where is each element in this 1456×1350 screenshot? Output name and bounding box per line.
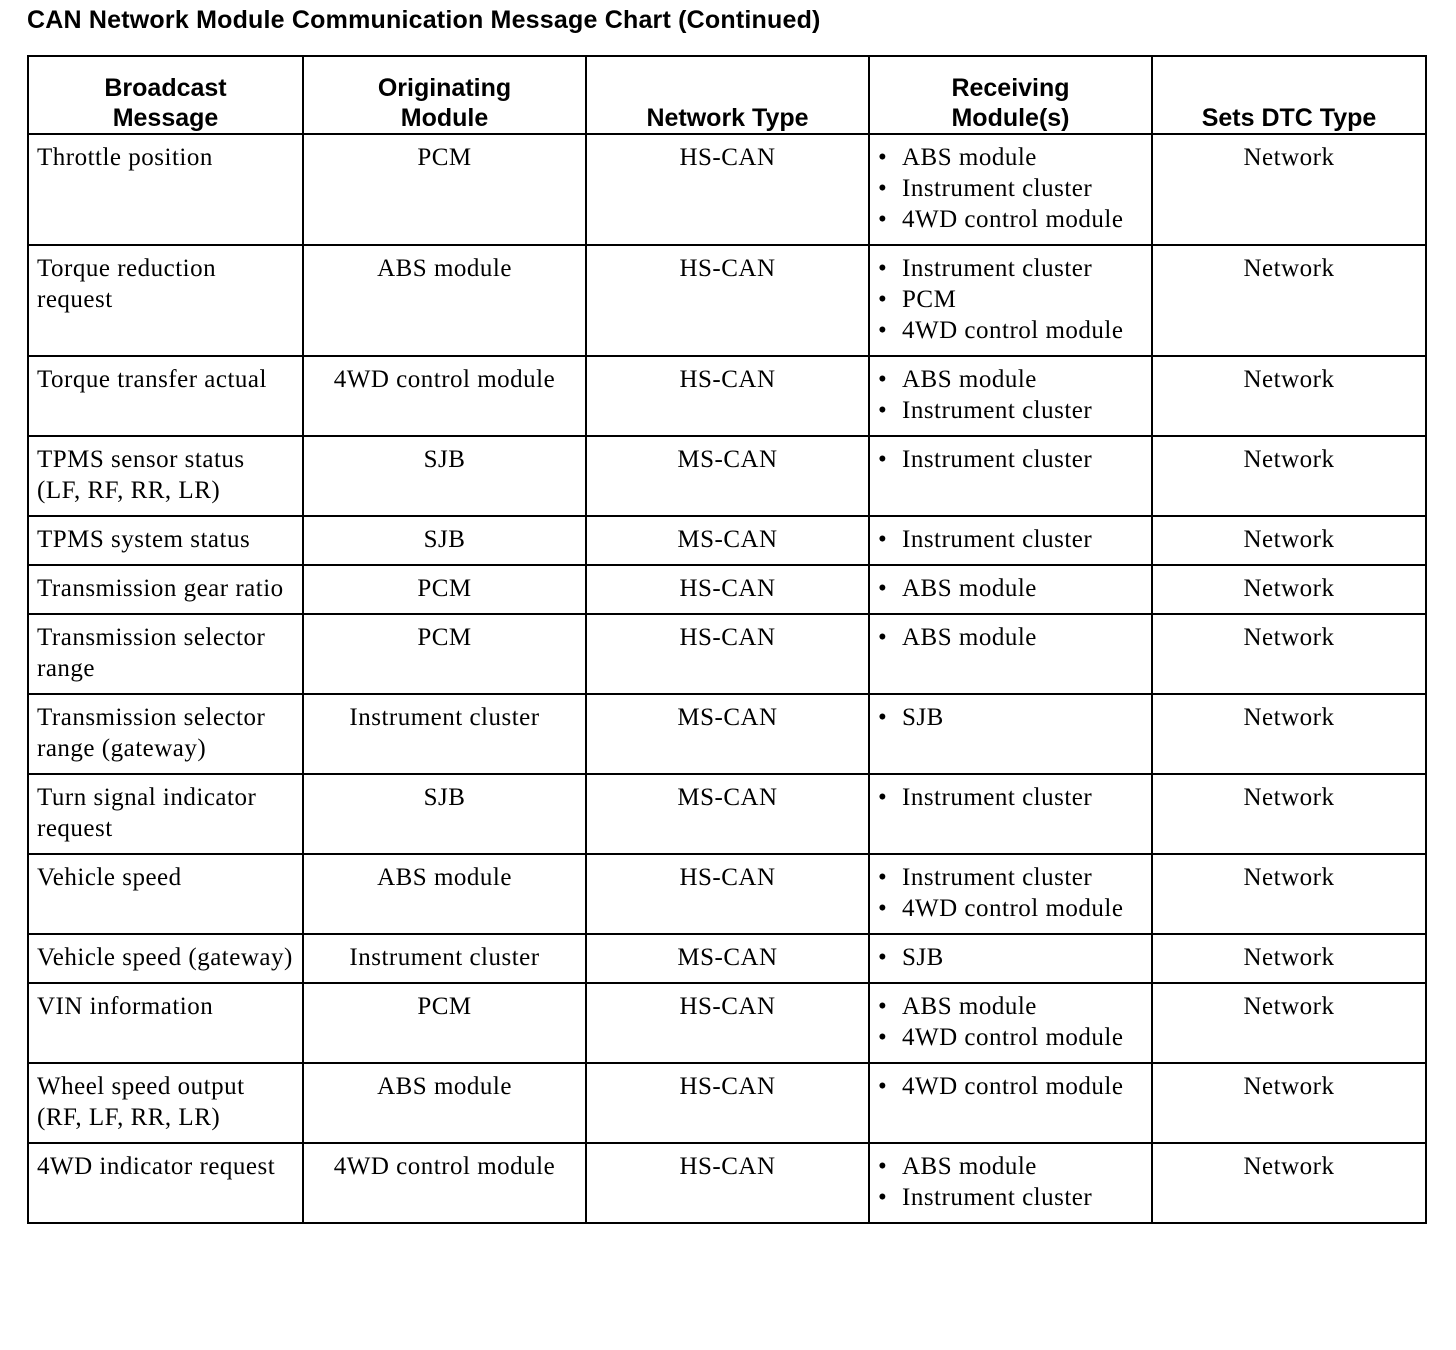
receiving-modules-list — [878, 444, 1143, 475]
table-row — [28, 934, 1426, 983]
receiving-modules-cell — [869, 516, 1152, 565]
network-type-cell: MS-CAN — [586, 694, 869, 774]
list-item: • Instrument cluster — [878, 444, 1143, 475]
list-item: • 4WD control module — [878, 1071, 1143, 1102]
header-sets-dtc-type: Sets DTC Type — [1152, 56, 1426, 134]
receiving-modules-list — [878, 142, 1143, 235]
list-item: • ABS module — [878, 622, 1143, 653]
broadcast-message-cell: Torque transfer actual — [28, 356, 303, 436]
broadcast-message-cell: Transmission selector range (gateway) — [28, 694, 303, 774]
dtc-type-cell: Network — [1152, 356, 1426, 436]
network-type-cell: MS-CAN — [586, 436, 869, 516]
originating-module-cell: ABS module — [303, 1063, 586, 1143]
header-row — [28, 56, 1426, 134]
list-item: • Instrument cluster — [878, 782, 1143, 813]
originating-module-cell: PCM — [303, 614, 586, 694]
table-row — [28, 1063, 1426, 1143]
list-item: • 4WD control module — [878, 893, 1143, 924]
dtc-type-cell: Network — [1152, 854, 1426, 934]
network-type-cell: HS-CAN — [586, 134, 869, 245]
receiving-modules-cell — [869, 774, 1152, 854]
originating-module-cell: 4WD control module — [303, 1143, 586, 1223]
table-row — [28, 774, 1426, 854]
dtc-type-cell: Network — [1152, 1063, 1426, 1143]
broadcast-message-cell: Throttle position — [28, 134, 303, 245]
table-header — [28, 56, 1426, 134]
receiving-modules-list — [878, 702, 1143, 733]
network-type-cell: HS-CAN — [586, 854, 869, 934]
receiving-modules-list — [878, 524, 1143, 555]
list-item: • Instrument cluster — [878, 1182, 1143, 1213]
list-item: • ABS module — [878, 142, 1143, 173]
list-item: • Instrument cluster — [878, 524, 1143, 555]
receiving-modules-cell — [869, 134, 1152, 245]
list-item: • Instrument cluster — [878, 253, 1143, 284]
broadcast-message-cell: Wheel speed output (RF, LF, RR, LR) — [28, 1063, 303, 1143]
network-type-cell: MS-CAN — [586, 934, 869, 983]
dtc-type-cell: Network — [1152, 436, 1426, 516]
broadcast-message-cell: 4WD indicator request — [28, 1143, 303, 1223]
originating-module-cell: Instrument cluster — [303, 694, 586, 774]
list-item: • 4WD control module — [878, 1022, 1143, 1053]
receiving-modules-list — [878, 1151, 1143, 1213]
dtc-type-cell: Network — [1152, 614, 1426, 694]
list-item: • Instrument cluster — [878, 173, 1143, 204]
receiving-modules-list — [878, 1071, 1143, 1102]
list-item: • SJB — [878, 702, 1143, 733]
list-item: • Instrument cluster — [878, 395, 1143, 426]
receiving-modules-cell — [869, 614, 1152, 694]
table-row — [28, 134, 1426, 245]
network-type-cell: HS-CAN — [586, 245, 869, 356]
dtc-type-cell: Network — [1152, 1143, 1426, 1223]
network-type-cell: MS-CAN — [586, 516, 869, 565]
table-row — [28, 854, 1426, 934]
originating-module-cell: ABS module — [303, 245, 586, 356]
list-item: • 4WD control module — [878, 204, 1143, 235]
broadcast-message-cell: Transmission gear ratio — [28, 565, 303, 614]
network-type-cell: HS-CAN — [586, 1143, 869, 1223]
table-row — [28, 356, 1426, 436]
table-row — [28, 436, 1426, 516]
network-type-cell: HS-CAN — [586, 356, 869, 436]
page-title: CAN Network Module Communication Message Chart (Continued) — [27, 6, 821, 34]
dtc-type-cell: Network — [1152, 565, 1426, 614]
originating-module-cell: ABS module — [303, 854, 586, 934]
table-row — [28, 694, 1426, 774]
list-item: • ABS module — [878, 573, 1143, 604]
list-item: • ABS module — [878, 364, 1143, 395]
receiving-modules-list — [878, 622, 1143, 653]
table-row — [28, 983, 1426, 1063]
table-row — [28, 245, 1426, 356]
list-item: • SJB — [878, 942, 1143, 973]
list-item: • ABS module — [878, 1151, 1143, 1182]
message-chart-table — [27, 55, 1427, 1224]
dtc-type-cell: Network — [1152, 774, 1426, 854]
receiving-modules-list — [878, 862, 1143, 924]
list-item: • ABS module — [878, 991, 1143, 1022]
network-type-cell: HS-CAN — [586, 983, 869, 1063]
dtc-type-cell: Network — [1152, 694, 1426, 774]
receiving-modules-cell — [869, 356, 1152, 436]
receiving-modules-cell — [869, 983, 1152, 1063]
broadcast-message-cell: Torque reduction request — [28, 245, 303, 356]
list-item: • Instrument cluster — [878, 862, 1143, 893]
receiving-modules-list — [878, 364, 1143, 426]
originating-module-cell: 4WD control module — [303, 356, 586, 436]
receiving-modules-list — [878, 942, 1143, 973]
receiving-modules-cell — [869, 1063, 1152, 1143]
originating-module-cell: PCM — [303, 983, 586, 1063]
network-type-cell: MS-CAN — [586, 774, 869, 854]
header-broadcast-message: Broadcast Message — [28, 56, 303, 134]
list-item: • 4WD control module — [878, 315, 1143, 346]
table-row — [28, 565, 1426, 614]
dtc-type-cell: Network — [1152, 134, 1426, 245]
broadcast-message-cell: Turn signal indicator request — [28, 774, 303, 854]
table-row — [28, 516, 1426, 565]
dtc-type-cell: Network — [1152, 983, 1426, 1063]
receiving-modules-cell — [869, 245, 1152, 356]
broadcast-message-cell: TPMS sensor status (LF, RF, RR, LR) — [28, 436, 303, 516]
receiving-modules-cell — [869, 436, 1152, 516]
originating-module-cell: SJB — [303, 516, 586, 565]
table-body — [28, 134, 1426, 1223]
broadcast-message-cell: TPMS system status — [28, 516, 303, 565]
network-type-cell: HS-CAN — [586, 1063, 869, 1143]
dtc-type-cell: Network — [1152, 516, 1426, 565]
broadcast-message-cell: Vehicle speed (gateway) — [28, 934, 303, 983]
originating-module-cell: SJB — [303, 774, 586, 854]
header-receiving-modules: Receiving Module(s) — [869, 56, 1152, 134]
receiving-modules-cell — [869, 854, 1152, 934]
receiving-modules-cell — [869, 1143, 1152, 1223]
header-originating-module: Originating Module — [303, 56, 586, 134]
dtc-type-cell: Network — [1152, 245, 1426, 356]
originating-module-cell: SJB — [303, 436, 586, 516]
receiving-modules-list — [878, 573, 1143, 604]
originating-module-cell: PCM — [303, 134, 586, 245]
broadcast-message-cell: Vehicle speed — [28, 854, 303, 934]
header-network-type: Network Type — [586, 56, 869, 134]
originating-module-cell: PCM — [303, 565, 586, 614]
dtc-type-cell: Network — [1152, 934, 1426, 983]
network-type-cell: HS-CAN — [586, 614, 869, 694]
table-row — [28, 614, 1426, 694]
originating-module-cell: Instrument cluster — [303, 934, 586, 983]
receiving-modules-list — [878, 991, 1143, 1053]
receiving-modules-list — [878, 782, 1143, 813]
list-item: • PCM — [878, 284, 1143, 315]
network-type-cell: HS-CAN — [586, 565, 869, 614]
receiving-modules-cell — [869, 934, 1152, 983]
receiving-modules-cell — [869, 565, 1152, 614]
receiving-modules-cell — [869, 694, 1152, 774]
table-row — [28, 1143, 1426, 1223]
broadcast-message-cell: Transmission selector range — [28, 614, 303, 694]
receiving-modules-list — [878, 253, 1143, 346]
broadcast-message-cell: VIN information — [28, 983, 303, 1063]
